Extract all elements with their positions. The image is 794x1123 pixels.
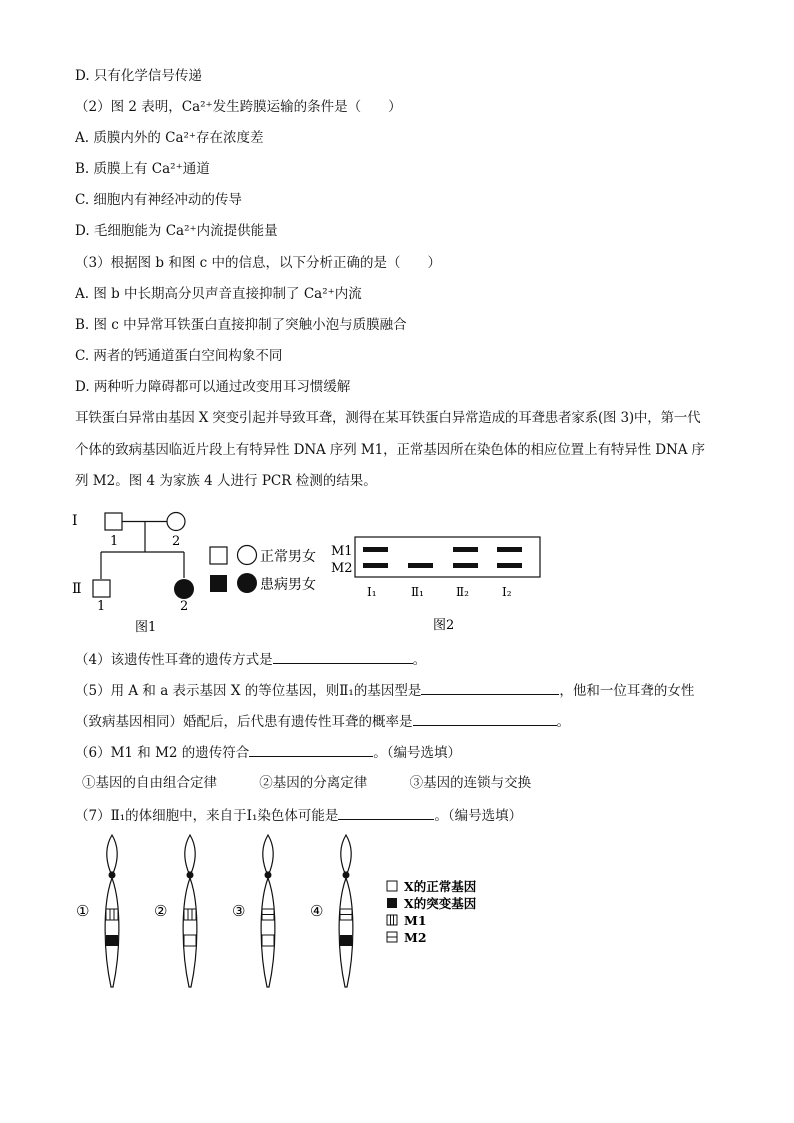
q2-option-b: B. 质膜上有 Ca²⁺通道 <box>75 161 210 177</box>
q2-stem: （2）图 2 表明，Ca²⁺发生跨膜运输的条件是（ ） <box>75 99 402 115</box>
chromosome-2 <box>183 835 197 987</box>
q3-option-c: C. 两者的钙通道蛋白空间构象不同 <box>75 348 283 364</box>
q7 <box>75 805 522 826</box>
q5-text-2: （致病基因相同）婚配后，后代患有遗传性耳聋的概率是 <box>75 714 413 730</box>
I1-number: 1 <box>110 534 119 549</box>
chromosome-figure <box>60 830 520 995</box>
chromosome-label-2: ② <box>154 902 168 920</box>
q3-option-a: A. 图 b 中长期高分贝声音直接抑制了 Ca²⁺内流 <box>75 286 362 302</box>
gel-row-m2-label: M2 <box>331 561 353 576</box>
band-II2-M2 <box>453 563 478 568</box>
gel-frame <box>355 537 540 577</box>
chromosome-3 <box>261 835 275 987</box>
q5 <box>75 680 694 701</box>
q6-answer-blank[interactable] <box>249 742 373 757</box>
legend-affected-label: 患病男女 <box>260 577 316 593</box>
lane-II2-label: Ⅱ₂ <box>456 585 469 599</box>
legend-affected-male-icon <box>210 575 227 592</box>
q6-option-1: ①基因的自由组合定律 <box>82 775 217 791</box>
band-I2-M1 <box>497 547 522 552</box>
legend-normal-label: 正常男女 <box>260 549 316 565</box>
figure-2-caption: 图2 <box>433 618 455 633</box>
band-I1-M2 <box>363 563 388 568</box>
legend-affected-female-icon <box>237 573 257 593</box>
q5-probability-blank[interactable] <box>413 711 557 726</box>
chromosome-4 <box>339 835 353 987</box>
I2-number: 2 <box>172 534 181 549</box>
gen-1-label: Ⅰ <box>72 513 78 529</box>
q2-option-a: A. 质膜内外的 Ca²⁺存在浓度差 <box>75 130 264 146</box>
q3-option-d: D. 两种听力障碍都可以通过改变用耳习惯缓解 <box>75 379 351 395</box>
intro-line-2: 个体的致病基因临近片段上有特异性 DNA 序列 M1，正常基因所在染色体的相应位置上有特异性 DNA 序 <box>75 442 705 458</box>
chromosome-label-4: ④ <box>310 902 324 920</box>
q6-end: 。（编号选填） <box>373 745 462 761</box>
II2-affected-female <box>174 579 194 599</box>
legend-normal-female-icon <box>238 546 257 565</box>
q3-option-b: B. 图 c 中异常耳铁蛋白直接抑制了突触小泡与质膜融合 <box>75 317 407 333</box>
I2-normal-female <box>167 513 185 531</box>
q5-genotype-blank[interactable] <box>421 680 559 695</box>
II2-number: 2 <box>180 599 189 614</box>
legend-m1-label: M1 <box>404 913 427 928</box>
band-II2-M1 <box>453 547 478 552</box>
q4 <box>75 649 426 670</box>
pcr-gel-figure <box>325 530 555 635</box>
legend-mutant-gene-label: X的突变基因 <box>404 896 477 911</box>
q5-line2 <box>75 711 570 732</box>
lane-I2-label: Ⅰ₂ <box>502 585 512 599</box>
legend-normal-gene-icon <box>387 881 397 891</box>
q4-end: 。 <box>412 652 427 668</box>
q7-text: （7）Ⅱ₁的体细胞中，来自于Ⅰ₁染色体可能是 <box>75 808 339 824</box>
legend-m1-icon <box>387 915 397 925</box>
q7-end: 。（编号选填） <box>434 808 523 824</box>
legend-normal-male-icon <box>210 547 227 564</box>
q6-text: （6）M1 和 M2 的遗传符合 <box>75 745 250 761</box>
band-I2-M2 <box>497 563 522 568</box>
q3-stem: （3）根据图 b 和图 c 中的信息，以下分析正确的是（ ） <box>75 255 441 271</box>
q5-text: （5）用 A 和 a 表示基因 X 的等位基因，则Ⅱ₁的基因型是 <box>75 683 422 699</box>
q5-text-mid: ，他和一位耳聋的女性 <box>559 683 695 699</box>
q2-option-c: C. 细胞内有神经冲动的传导 <box>75 192 242 208</box>
I1-normal-male <box>105 513 122 530</box>
chromosome-label-1: ① <box>76 902 90 920</box>
gen-2-label: Ⅱ <box>72 581 82 597</box>
pedigree-figure <box>60 505 350 640</box>
q2-option-d: D. 毛细胞能为 Ca²⁺内流提供能量 <box>75 223 278 239</box>
legend-normal-gene-label: X的正常基因 <box>404 879 477 894</box>
lane-II1-label: Ⅱ₁ <box>411 585 424 599</box>
chromosome-label-3: ③ <box>232 902 246 920</box>
figure-1-caption: 图1 <box>135 620 157 635</box>
q6-option-3: ③基因的连锁与交换 <box>409 775 532 791</box>
q4-answer-blank[interactable] <box>273 649 413 664</box>
legend-mutant-gene-icon <box>387 898 397 908</box>
II1-normal-male <box>93 580 110 597</box>
gel-row-m1-label: M1 <box>331 544 353 559</box>
lane-I1-label: Ⅰ₁ <box>367 585 377 599</box>
legend-m2-label: M2 <box>404 930 427 945</box>
q5-end: 。 <box>556 714 570 730</box>
intro-line-3: 列 M2。图 4 为家族 4 人进行 PCR 检测的结果。 <box>75 473 377 489</box>
intro-line-1: 耳铁蛋白异常由基因 X 突变引起并导致耳聋，测得在某耳铁蛋白异常造成的耳聋患者家系(图 3)中，第一代 <box>75 410 701 426</box>
q6-option-2: ②基因的分离定律 <box>259 775 368 791</box>
band-I1-M1 <box>363 547 388 552</box>
q6 <box>75 742 461 763</box>
II1-number: 1 <box>97 599 106 614</box>
chromosome-1 <box>105 835 119 987</box>
q7-answer-blank[interactable] <box>338 805 434 820</box>
q1-option-d: D. 只有化学信号传递 <box>75 68 202 84</box>
q4-text: （4）该遗传性耳聋的遗传方式是 <box>75 652 273 668</box>
q6-options <box>82 773 531 793</box>
band-II1-M2 <box>408 563 433 568</box>
